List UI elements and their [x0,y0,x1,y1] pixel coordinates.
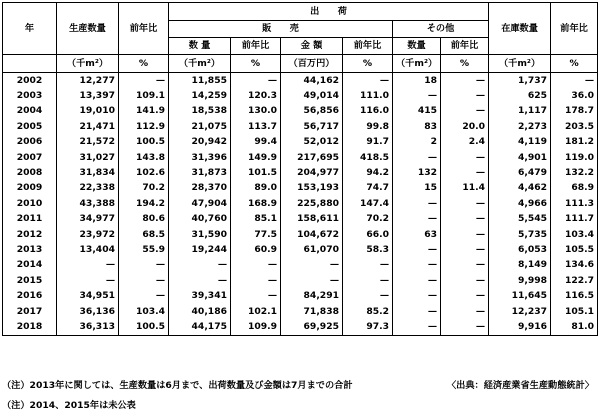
sales-amount-cell: 217,695 [281,150,343,165]
header-production-yoy: 前年比 [119,3,169,55]
inventory-cell: 4,966 [489,196,551,211]
year-cell: 2015 [3,273,57,288]
production-cell: 22,338 [57,181,119,196]
production-cell: 34,951 [57,288,119,303]
inventory-cell: 11,645 [489,288,551,303]
sales-amount-yoy-cell: 97.3 [343,319,393,335]
production-cell: 19,010 [57,104,119,119]
sales-amount-cell: 52,012 [281,135,343,150]
year-cell: 2007 [3,150,57,165]
sales-amount-cell: 84,291 [281,288,343,303]
sales-quantity-yoy-cell: 102.1 [231,304,281,319]
table-row [3,319,598,335]
inventory-yoy-cell: 103.4 [551,227,598,242]
header-other-quantity: 数量 [393,38,441,55]
production-cell: 13,397 [57,88,119,103]
table-row [3,304,598,319]
year-cell: 2012 [3,227,57,242]
unit-sales-quantity: （千m²） [169,55,231,73]
unit-sales-quantity-yoy: % [231,55,281,73]
sales-amount-yoy-cell: 91.7 [343,135,393,150]
sales-amount-yoy-cell: 111.0 [343,88,393,103]
sales-amount-cell: 71,838 [281,304,343,319]
sales-quantity-yoy-cell: — [231,273,281,288]
statistics-table [2,2,598,336]
sales-quantity-yoy-cell: 109.9 [231,319,281,335]
sales-quantity-cell: 11,855 [169,73,231,89]
sales-amount-yoy-cell: — [343,288,393,303]
header-other: その他 [393,21,489,38]
other-quantity-cell: — [393,258,441,273]
other-yoy-cell: — [441,212,489,227]
inventory-cell: 5,545 [489,212,551,227]
inventory-yoy-cell: 203.5 [551,119,598,134]
inventory-yoy-cell: 132.2 [551,165,598,180]
table-row [3,119,598,134]
sales-quantity-cell: 14,259 [169,88,231,103]
sales-amount-cell: 56,856 [281,104,343,119]
production-yoy-cell: 112.9 [119,119,169,134]
sales-amount-yoy-cell: 74.7 [343,181,393,196]
note-2014-2015: （注）2014、2015年は未公表 [2,400,136,411]
unit-year [3,55,57,73]
sales-quantity-yoy-cell: 168.9 [231,196,281,211]
header-other-yoy: 前年比 [441,38,489,55]
sales-quantity-cell: 44,175 [169,319,231,335]
inventory-cell: 4,462 [489,181,551,196]
sales-quantity-cell: 40,760 [169,212,231,227]
year-cell: 2002 [3,73,57,89]
production-cell: — [57,258,119,273]
sales-amount-yoy-cell: — [343,258,393,273]
table-row [3,258,598,273]
table-row [3,165,598,180]
production-cell: 13,404 [57,242,119,257]
other-yoy-cell: — [441,242,489,257]
sales-quantity-cell: 47,904 [169,196,231,211]
header-sales-amount: 金 額 [281,38,343,55]
other-quantity-cell: — [393,319,441,335]
sales-quantity-yoy-cell: 113.7 [231,119,281,134]
sales-quantity-cell: 28,370 [169,181,231,196]
sales-quantity-yoy-cell: 130.0 [231,104,281,119]
sales-amount-yoy-cell: 94.2 [343,165,393,180]
production-yoy-cell: 143.8 [119,150,169,165]
table-row [3,227,598,242]
inventory-yoy-cell: 68.9 [551,181,598,196]
table-row [3,181,598,196]
sales-amount-cell: — [281,258,343,273]
unit-inventory-yoy: % [551,55,598,73]
sales-amount-yoy-cell: 58.3 [343,242,393,257]
other-quantity-cell: — [393,196,441,211]
other-yoy-cell: — [441,258,489,273]
sales-quantity-cell: 18,538 [169,104,231,119]
inventory-yoy-cell: — [551,73,598,89]
production-cell: 31,027 [57,150,119,165]
production-cell: 21,572 [57,135,119,150]
other-quantity-cell: — [393,150,441,165]
table-row [3,273,598,288]
other-yoy-cell: — [441,304,489,319]
header-year: 年 [3,3,57,55]
sales-quantity-yoy-cell: 85.1 [231,212,281,227]
production-cell: 36,313 [57,319,119,335]
year-cell: 2008 [3,165,57,180]
year-cell: 2011 [3,212,57,227]
other-yoy-cell: — [441,150,489,165]
inventory-cell: 12,237 [489,304,551,319]
other-yoy-cell: — [441,88,489,103]
sales-quantity-yoy-cell: 101.5 [231,165,281,180]
unit-other-quantity: （千m²） [393,55,441,73]
other-quantity-cell: — [393,212,441,227]
sales-amount-yoy-cell: 147.4 [343,196,393,211]
other-quantity-cell: 18 [393,73,441,89]
year-cell: 2003 [3,88,57,103]
production-yoy-cell: 102.6 [119,165,169,180]
production-yoy-cell: 80.6 [119,212,169,227]
sales-amount-yoy-cell: 70.2 [343,212,393,227]
header-sales-amount-yoy: 前年比 [343,38,393,55]
sales-quantity-yoy-cell: — [231,73,281,89]
sales-amount-cell: — [281,273,343,288]
sales-quantity-cell: 40,186 [169,304,231,319]
sales-amount-yoy-cell: 85.2 [343,304,393,319]
header-sales: 販 売 [169,21,393,38]
year-cell: 2014 [3,258,57,273]
production-yoy-cell: 109.1 [119,88,169,103]
year-cell: 2004 [3,104,57,119]
sales-amount-cell: 158,611 [281,212,343,227]
other-quantity-cell: — [393,304,441,319]
inventory-cell: 1,737 [489,73,551,89]
production-cell: 34,977 [57,212,119,227]
other-quantity-cell: — [393,242,441,257]
sales-amount-yoy-cell: 418.5 [343,150,393,165]
inventory-cell: 8,149 [489,258,551,273]
year-cell: 2016 [3,288,57,303]
sales-amount-cell: 44,162 [281,73,343,89]
header-sales-quantity-yoy: 前年比 [231,38,281,55]
sales-quantity-cell: 39,341 [169,288,231,303]
unit-other-yoy: % [441,55,489,73]
sales-quantity-cell: — [169,258,231,273]
year-cell: 2006 [3,135,57,150]
other-yoy-cell: — [441,288,489,303]
unit-production-yoy: % [119,55,169,73]
inventory-yoy-cell: 116.5 [551,288,598,303]
production-yoy-cell: — [119,73,169,89]
other-yoy-cell: — [441,165,489,180]
sales-quantity-yoy-cell: 99.4 [231,135,281,150]
table-row [3,88,598,103]
other-yoy-cell: 2.4 [441,135,489,150]
inventory-cell: 9,998 [489,273,551,288]
sales-amount-cell: 69,925 [281,319,343,335]
inventory-yoy-cell: 36.0 [551,88,598,103]
other-quantity-cell: 415 [393,104,441,119]
other-yoy-cell: — [441,227,489,242]
header-production: 生産数量 [57,3,119,55]
inventory-yoy-cell: 134.6 [551,258,598,273]
header-shipment: 出 荷 [169,3,489,21]
inventory-cell: 4,901 [489,150,551,165]
table-row [3,212,598,227]
production-yoy-cell: 141.9 [119,104,169,119]
production-yoy-cell: 55.9 [119,242,169,257]
table-row [3,150,598,165]
unit-sales-amount-yoy: % [343,55,393,73]
inventory-yoy-cell: 119.0 [551,150,598,165]
sales-quantity-cell: 19,244 [169,242,231,257]
sales-quantity-yoy-cell: — [231,258,281,273]
other-quantity-cell: 15 [393,181,441,196]
sales-quantity-yoy-cell: — [231,288,281,303]
sales-quantity-cell: 31,590 [169,227,231,242]
production-cell: 23,972 [57,227,119,242]
inventory-yoy-cell: 111.7 [551,212,598,227]
table-row [3,135,598,150]
production-yoy-cell: 103.4 [119,304,169,319]
sales-amount-cell: 104,672 [281,227,343,242]
inventory-cell: 6,053 [489,242,551,257]
other-quantity-cell: — [393,273,441,288]
sales-quantity-yoy-cell: 120.3 [231,88,281,103]
unit-production: （千m²） [57,55,119,73]
other-yoy-cell: 11.4 [441,181,489,196]
table-row [3,288,598,303]
production-yoy-cell: — [119,273,169,288]
production-yoy-cell: 100.5 [119,135,169,150]
inventory-cell: 5,735 [489,227,551,242]
other-yoy-cell: — [441,104,489,119]
inventory-yoy-cell: 181.2 [551,135,598,150]
year-cell: 2010 [3,196,57,211]
inventory-yoy-cell: 122.7 [551,273,598,288]
production-yoy-cell: — [119,288,169,303]
sales-quantity-cell: 20,942 [169,135,231,150]
source-citation: 〈出典：経済産業省生産動態統計〉 [447,380,594,391]
header-inventory-yoy: 前年比 [551,3,598,55]
production-cell: 12,277 [57,73,119,89]
year-cell: 2009 [3,181,57,196]
production-cell: 36,136 [57,304,119,319]
other-quantity-cell: 132 [393,165,441,180]
sales-quantity-yoy-cell: 77.5 [231,227,281,242]
other-yoy-cell: — [441,319,489,335]
sales-amount-yoy-cell: 66.0 [343,227,393,242]
inventory-yoy-cell: 105.1 [551,304,598,319]
header-inventory: 在庫数量 [489,3,551,55]
sales-amount-yoy-cell: — [343,273,393,288]
table-row [3,73,598,89]
year-cell: 2018 [3,319,57,335]
other-yoy-cell: — [441,196,489,211]
production-yoy-cell: 68.5 [119,227,169,242]
inventory-cell: 2,273 [489,119,551,134]
table-row [3,242,598,257]
sales-amount-cell: 153,193 [281,181,343,196]
year-cell: 2017 [3,304,57,319]
inventory-yoy-cell: 178.7 [551,104,598,119]
sales-quantity-yoy-cell: 60.9 [231,242,281,257]
sales-quantity-cell: 31,873 [169,165,231,180]
sales-quantity-yoy-cell: 89.0 [231,181,281,196]
year-cell: 2005 [3,119,57,134]
production-yoy-cell: — [119,258,169,273]
production-cell: — [57,273,119,288]
sales-amount-cell: 49,014 [281,88,343,103]
inventory-yoy-cell: 105.5 [551,242,598,257]
sales-amount-yoy-cell: 99.8 [343,119,393,134]
inventory-cell: 4,119 [489,135,551,150]
other-quantity-cell: 63 [393,227,441,242]
other-quantity-cell: — [393,288,441,303]
inventory-cell: 6,479 [489,165,551,180]
other-yoy-cell: 20.0 [441,119,489,134]
inventory-cell: 1,117 [489,104,551,119]
other-quantity-cell: — [393,88,441,103]
sales-amount-cell: 61,070 [281,242,343,257]
inventory-yoy-cell: 111.3 [551,196,598,211]
other-quantity-cell: 83 [393,119,441,134]
table-row [3,104,598,119]
sales-amount-cell: 204,977 [281,165,343,180]
production-cell: 31,834 [57,165,119,180]
table-row [3,196,598,211]
other-quantity-cell: 2 [393,135,441,150]
sales-quantity-cell: 31,396 [169,150,231,165]
sales-quantity-cell: 21,075 [169,119,231,134]
production-cell: 21,471 [57,119,119,134]
sales-quantity-cell: — [169,273,231,288]
unit-sales-amount: （百万円） [281,55,343,73]
table-body [3,73,598,336]
inventory-cell: 625 [489,88,551,103]
year-cell: 2013 [3,242,57,257]
production-yoy-cell: 70.2 [119,181,169,196]
sales-amount-yoy-cell: — [343,73,393,89]
inventory-cell: 9,916 [489,319,551,335]
sales-amount-yoy-cell: 116.0 [343,104,393,119]
production-cell: 43,388 [57,196,119,211]
other-yoy-cell: — [441,273,489,288]
unit-inventory: （千m²） [489,55,551,73]
note-2013: （注）2013年に関しては、生産数量は6月まで、出荷数量及び金額は7月までの合計 [2,380,353,391]
sales-quantity-yoy-cell: 149.9 [231,150,281,165]
production-yoy-cell: 194.2 [119,196,169,211]
sales-amount-cell: 56,717 [281,119,343,134]
header-sales-quantity: 数 量 [169,38,231,55]
sales-amount-cell: 225,880 [281,196,343,211]
production-yoy-cell: 100.5 [119,319,169,335]
inventory-yoy-cell: 81.0 [551,319,598,335]
other-yoy-cell: — [441,73,489,89]
